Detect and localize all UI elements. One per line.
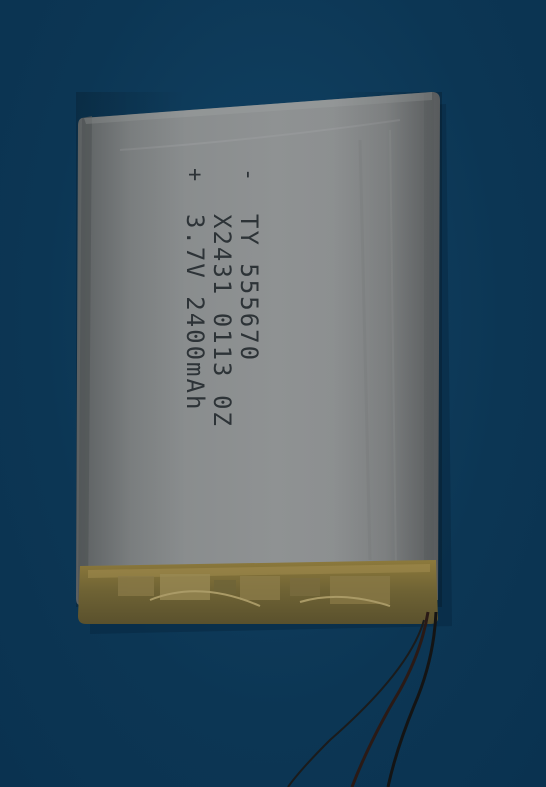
capacity-rating: 3.7V 2400mAh — [181, 214, 209, 412]
battery-label — [181, 168, 262, 468]
label-line-3 — [181, 168, 208, 468]
label-line-2 — [208, 168, 235, 468]
batch-code: X2431 0113 0Z — [208, 214, 236, 428]
positive-sign: + — [182, 168, 207, 184]
negative-sign: - — [236, 168, 261, 184]
label-line-1 — [235, 168, 262, 468]
model-number: TY 555670 — [235, 214, 263, 363]
battery-wire-thin — [288, 620, 424, 787]
